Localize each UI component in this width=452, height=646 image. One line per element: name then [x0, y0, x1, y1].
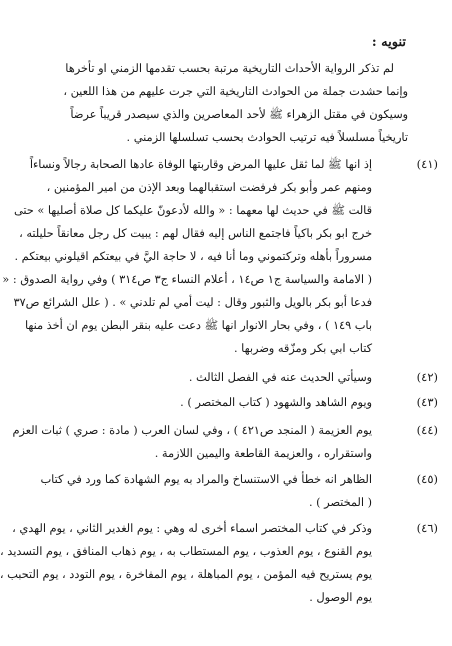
footnote-line: ويوم الشاهد والشهود ( كتاب المختصر ) .	[180, 396, 372, 409]
footnote-line: يوم العزيمة ( المنجد ص٤٢١ ) ، وفي لسان العرب ( مادة : صري ) ثبات العزم	[12, 424, 372, 437]
footnote-line: ومنهم عمر وأبو بكر فرفضت استقبالهما وبعد الإذن من امير المؤمنين ،	[46, 181, 372, 194]
footnote-text	[12, 419, 372, 465]
footnote-line: وسيأتي الحديث عنه في الفصل الثالث .	[188, 371, 372, 384]
footnote-line: ( المختصر ) .	[308, 496, 372, 509]
notice-line: وإنما حشدت جملة من الحوادث التاريخية التي جرت عليهم من هذا اللعين ،	[63, 85, 408, 98]
footnote-line: إذ انها ﷺ لما ثقل عليها المرض وقاربتها الوفاة عادها الصحابة رجالاً ونساءاً	[29, 158, 372, 171]
footnote-line: يوم القنوع ، يوم العذوب ، يوم المستطاب به ، يوم ذهاب المنافق ، يوم التسديد ،	[0, 545, 372, 558]
footnote-number: (٤٦)	[416, 521, 438, 535]
footnote-line: فدعا أبو بكر بالويل والثبور وقال : ليت أمي لم تلدني » . ( علل الشرائع ص٣٧	[13, 296, 372, 309]
footnote-number: (٤٣)	[416, 395, 438, 409]
footnote-line: ( الامامة والسياسة ج١ ص١٤ ، أعلام النساء ج٣ ص٣١٤ ) وفي رواية الصدوق : «	[2, 273, 372, 286]
footnote-number: (٤٥)	[416, 472, 438, 486]
footnote-line: يوم يستريح فيه المؤمن ، يوم المباهلة ، يوم المفاخرة ، يوم التودد ، يوم التحبب ،	[0, 568, 372, 581]
notice-line: تاريخياً مسلسلاً فيه ترتيب الحوادث بحسب تسلسلها الزمني .	[126, 131, 408, 144]
footnote-line: مسروراً بأهله وتركتموني وما أنا فيه ، لا حاجة اليَّ في بيعتكم اقيلوني بيعتكم .	[14, 250, 372, 263]
footnote-line: يوم الوصول .	[309, 591, 372, 604]
notice-line: لم تذكر الرواية الأحداث التاريخية مرتبة بحسب تقدمها الزمني او تأخرها	[65, 62, 394, 75]
notice-heading: تنويه :	[371, 35, 406, 50]
footnote-text	[2, 153, 372, 360]
footnote-line: واستقراره ، والعزيمة القاطعة واليمين اللازمة .	[154, 447, 372, 460]
footnote-text	[73, 391, 372, 414]
notice-paragraph	[63, 57, 408, 149]
notice-line: وسيكون في مقتل الزهراء ﷺ لأحد المعاصرين والذي سيصدر قريباً عرضاً	[70, 108, 408, 121]
footnote-line: خرج ابو بكر باكياً فاجتمع الناس إليه فقال لهم : يبيت كل رجل معانقاً حليلته ،	[19, 227, 372, 240]
footnote-number: (٤٤)	[416, 423, 438, 437]
footnote-number: (٤٢)	[416, 370, 438, 384]
footnote-line: باب ١٤٩ ) ، وفي بحار الانوار انها ﷺ دعت عليه بنقر البطن يوم ان أخذ منها	[24, 319, 372, 332]
footnote-line: الظاهر انه خطأ في الاستنساخ والمراد به يوم الشهادة كما ورد في كتاب	[40, 473, 372, 486]
footnote-line: كتاب ابي بكر ومزّقه وضربها .	[234, 342, 372, 355]
footnote-line: قالت ﷺ في حديث لها معهما : « والله لأدعونّ عليكما كل صلاة أصليها » حتى	[13, 204, 372, 217]
footnote-text	[40, 468, 372, 514]
footnote-text	[0, 517, 372, 609]
footnote-text	[73, 366, 372, 389]
footnote-number: (٤١)	[416, 157, 438, 171]
footnote-line: وذكر في كتاب المختصر اسماء أخرى له وهي : يوم الغدير الثاني ، يوم الهدي ،	[12, 522, 372, 535]
